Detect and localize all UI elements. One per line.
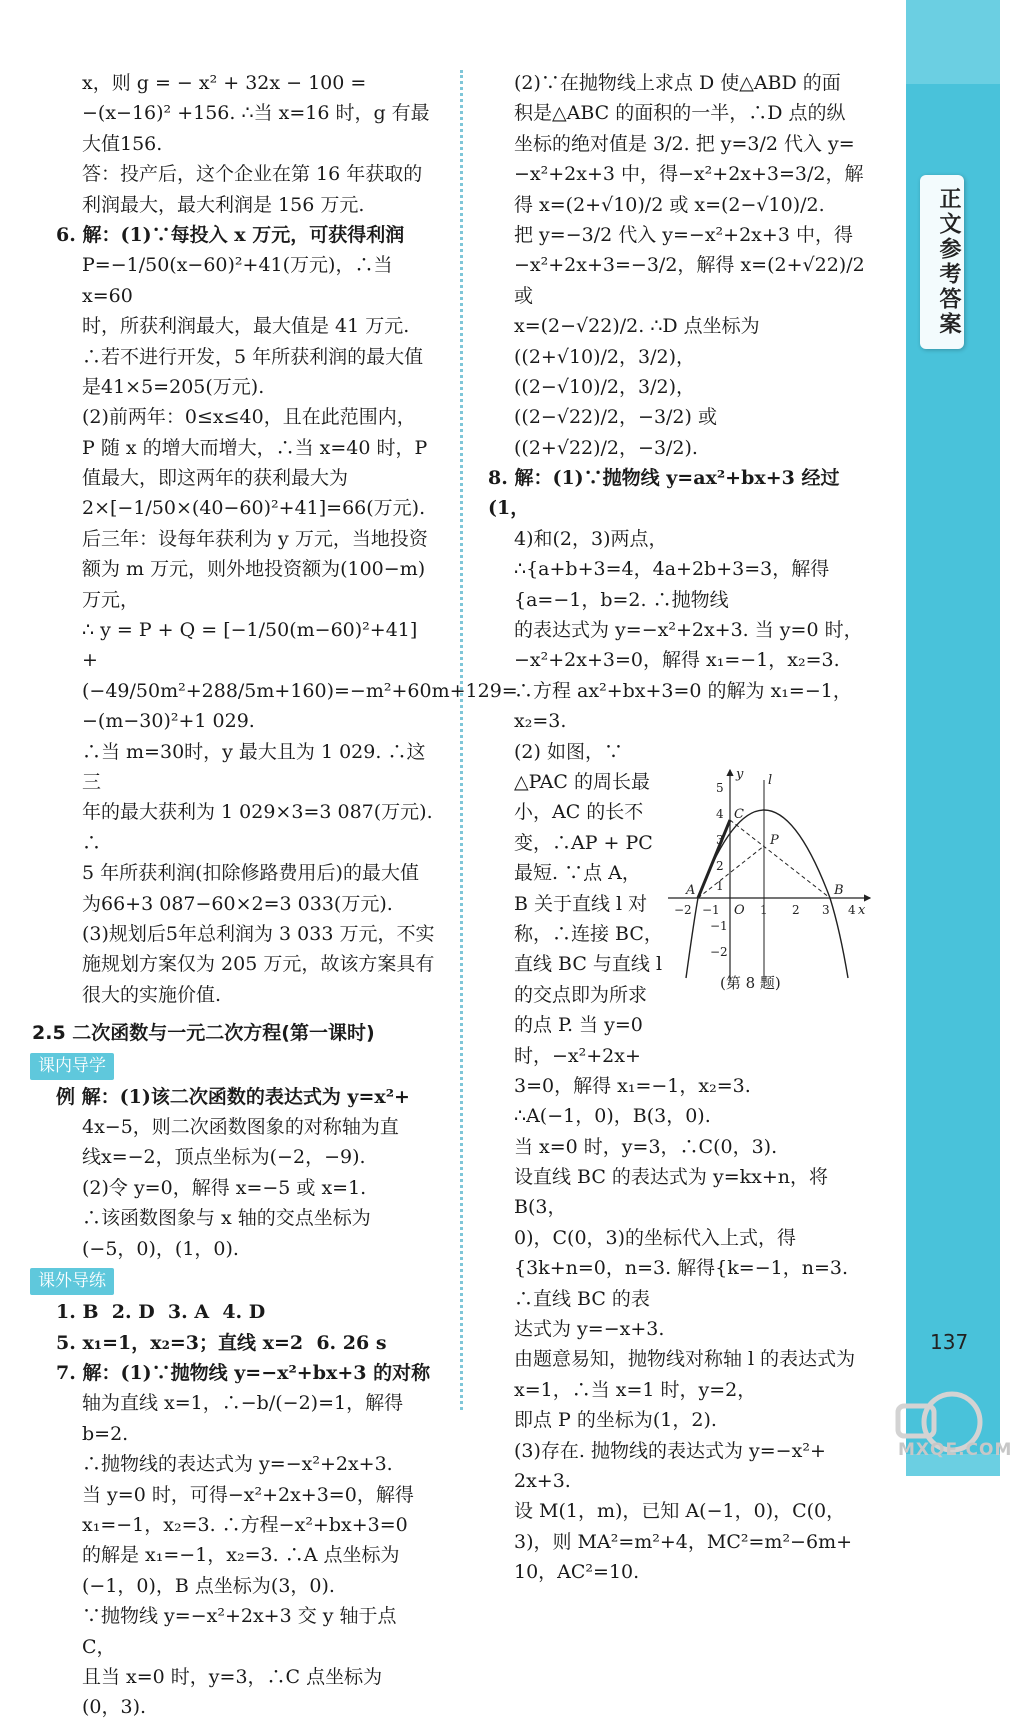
text-line: x₁=−1，x₂=3. ∴方程−x²+bx+3=0 (82, 1513, 408, 1536)
text-line: 为66+3 087−60×2=3 033(万元). (82, 892, 393, 915)
text-line: 设 M(1，m)，已知 A(−1，0)，C(0， (514, 1500, 846, 1523)
text-line: 把 y=−3/2 代入 y=−x²+2x+3 中，得 (514, 223, 853, 246)
x-tick: 2 (792, 903, 800, 917)
text-line: 由题意易知，抛物线对称轴 l 的表达式为 (514, 1348, 856, 1371)
text-line: ∴当 m=30时，y 最大且为 1 029. ∴这三 (82, 740, 426, 793)
text-line: 的点 P. 当 y=0 (514, 1014, 643, 1037)
text-line: 大值156. (82, 132, 163, 155)
text-line: 变，∴AP + PC (514, 831, 653, 854)
text-line: (2)前两年：0≤x≤40，且在此范围内， (82, 406, 416, 429)
text-line: 很大的实施价值. (82, 983, 222, 1006)
text-line (38, 1264, 436, 1297)
point-p-label: P (770, 833, 779, 848)
text-line: 4)和(2，3)两点， (514, 527, 668, 550)
text-line: ∵抛物线 y=−x²+2x+3 交 y 轴于点 C， (82, 1605, 403, 1658)
text-line: −(m−30)²+1 029. (82, 710, 255, 733)
text-line: ∴ y = P + Q = [−1/50(m−60)²+41] + (82, 619, 424, 672)
text-line: 的解是 x₁=−1，x₂=3. ∴A 点坐标为 (82, 1544, 400, 1567)
text-line: 是41×5=205(万元). (82, 375, 265, 398)
text-line: −(x−16)² +156. ∴当 x=16 时，g 有最 (82, 102, 430, 125)
text-line: ((2+√22)/2，−3/2). (514, 436, 698, 459)
text-line: 额为 m 万元，则外地投资额为(100−m) (82, 558, 426, 581)
text-line: 的交点即为所求 (514, 983, 648, 1006)
sidebar-label: 正文参考答案 (920, 175, 964, 349)
text-line: 积是△ABC 的面积的一半，∴D 点的纵 (514, 102, 846, 125)
text-line: ∴方程 ax²+bx+3=0 的解为 x₁=−1， (514, 679, 852, 702)
origin-label: O (734, 903, 745, 918)
text-line: {3k+n=0，n=3. 解得{k=−1，n=3. ∴直线 BC 的表 (514, 1257, 855, 1310)
text-line: 4x−5，则二次函数图象的对称轴为直 (82, 1116, 399, 1139)
text-line: 2×[−1/50×(40−60)²+41]=66(万元). (82, 497, 426, 520)
text-line: 8. 解：(1)∵抛物线 y=ax²+bx+3 经过(1， (488, 467, 840, 520)
text-line: 坐标的绝对值是 3/2. 把 y=3/2 代入 y= (514, 132, 855, 155)
text-line: 3)，则 MA²=m²+4，MC²=m²−6m+ (514, 1530, 853, 1553)
text-line: −x²+2x+3=0，解得 x₁=−1，x₂=3. (514, 649, 840, 672)
text-line: 例 解：(1)该二次函数的表达式为 y=x²+ (56, 1085, 410, 1108)
text-line: (−1，0)，B 点坐标为(3，0). (82, 1574, 335, 1597)
text-line: (3)规划后5年总利润为 3 033 万元，不实 (82, 922, 435, 945)
text-line: 最短. ∵点 A， (514, 862, 641, 885)
text-line: (2)∵在抛物线上求点 D 使△ABD 的面 (514, 72, 841, 94)
text-line: 6. 解：(1)∵每投入 x 万元，可获得利润 (56, 223, 405, 246)
text-line: ∴A(−1，0)，B(3，0). (514, 1105, 711, 1128)
x-tick: 3 (822, 903, 830, 917)
text-line: P=−1/50(x−60)²+41(万元)，∴当 x=60 (82, 254, 399, 307)
y-tick: −2 (710, 945, 728, 959)
y-tick: 3 (716, 833, 724, 847)
line-l-label: l (768, 773, 773, 788)
text-line: 的表达式为 y=−x²+2x+3. 当 y=0 时， (514, 619, 863, 642)
text-line: △PAC 的周长最 (514, 770, 650, 793)
text-line: −x²+2x+3 中，得−x²+2x+3=3/2，解 (514, 163, 864, 186)
x-tick: 1 (760, 903, 768, 917)
text-line: 小，AC 的长不 (514, 801, 644, 824)
text-line: 轴为直线 x=1，∴−b/(−2)=1，解得 b=2. (82, 1392, 410, 1445)
text-line: ∴{a+b+3=4，4a+2b+3=3，解得{a=−1，b=2. ∴抛物线 (514, 558, 830, 611)
y-tick: 2 (716, 859, 724, 873)
x-tick: −1 (702, 903, 720, 917)
text-line (38, 1049, 436, 1082)
text-line: 施规划方案仅为 205 万元，故该方案具有 (82, 953, 435, 976)
page-number: 137 (930, 1330, 969, 1354)
text-line: 称，∴连接 BC， (514, 922, 663, 945)
text-line: 5 年所获利润(扣除修路费用后)的最大值 (82, 862, 419, 885)
text-line: x，则 g = − x² + 32x − 100 = (82, 72, 367, 94)
text-line: 后三年：设每年获利为 y 万元，当地投资 (82, 527, 428, 550)
text-line: P 随 x 的增大而增大，∴当 x=40 时，P (82, 436, 428, 459)
watermark-logo (880, 1386, 1000, 1476)
section-tag: 课外导练 (30, 1268, 114, 1295)
figure-caption: (第 8 题) (720, 974, 781, 992)
text-line: 达式为 y=−x+3. (514, 1318, 665, 1341)
x-tick: −2 (674, 903, 692, 917)
y-axis-label: y (736, 767, 744, 782)
text-line: 1. B 2. D 3. A 4. D (56, 1301, 266, 1324)
text-line: 10，AC²=10. (514, 1561, 640, 1584)
text-line: (2) 如图，∵ (514, 740, 623, 763)
y-tick: 5 (716, 781, 724, 795)
section-tag: 课内导学 (30, 1053, 114, 1080)
left-column (32, 68, 518, 1723)
text-line: 且当 x=0 时，y=3，∴C 点坐标为 (82, 1665, 383, 1688)
watermark-text: MXQE.COM (898, 1440, 1012, 1460)
text-line: 当 x=0 时，y=3，∴C(0，3). (514, 1135, 778, 1158)
text-line: (0，3). (82, 1696, 147, 1719)
x-tick: 4 (848, 903, 856, 917)
text-line: ∴该函数图象与 x 轴的交点坐标为 (82, 1207, 371, 1230)
point-a-label: A (686, 883, 696, 898)
text-line: 得 x=(2+√10)/2 或 x=(2−√10)/2. (514, 193, 825, 216)
text-line: 当 y=0 时，可得−x²+2x+3=0，解得 (82, 1483, 414, 1506)
text-line: 答：投产后，这个企业在第 16 年获取的 (82, 163, 423, 186)
text-line: x=1，∴当 x=1 时，y=2， (514, 1378, 757, 1401)
text-line: 5. x₁=1，x₂=3；直线 x=2 6. 26 s (56, 1331, 387, 1354)
y-tick: 4 (716, 807, 724, 821)
text-line: x=(2−√22)/2. ∴D 点坐标为((2+√10)/2，3/2)， (514, 315, 760, 368)
text-line: ∴抛物线的表达式为 y=−x²+2x+3. (82, 1453, 393, 1476)
text-line: 7. 解：(1)∵抛物线 y=−x²+bx+3 的对称 (56, 1362, 431, 1384)
text-line: 3=0，解得 x₁=−1，x₂=3. (514, 1074, 751, 1097)
text-line: (−5，0)，(1，0). (82, 1237, 239, 1260)
text-line: B 关于直线 l 对 (514, 892, 648, 915)
text-line: −x²+2x+3=−3/2，解得 x=(2+√22)/2 或 (514, 254, 871, 307)
text-line: (3)存在. 抛物线的表达式为 y=−x²+ (514, 1439, 826, 1462)
text-line: 利润最大，最大利润是 156 万元. (82, 193, 365, 216)
text-line: 0)，C(0，3)的坐标代入上式，得 (514, 1226, 797, 1249)
point-b-label: B (834, 883, 844, 898)
text-line: ((2−√10)/2，3/2)，((2−√22)/2，−3/2) 或 (514, 375, 717, 429)
y-tick: 1 (716, 879, 724, 893)
text-line: 线x=−2，顶点坐标为(−2，−9). (82, 1146, 366, 1169)
text-line: ∴若不进行开发，5 年所获利润的最大值 (82, 345, 424, 368)
text-line: (2)令 y=0，解得 x=−5 或 x=1. (82, 1176, 367, 1199)
text-line: 时，所获利润最大，最大值是 41 万元. (82, 315, 410, 338)
text-line: 即点 P 的坐标为(1，2). (514, 1409, 717, 1432)
text-line: 2x+3. (514, 1469, 571, 1492)
text-line: 直线 BC 与直线 l (514, 953, 663, 976)
text-line: (−49/50m²+288/5m+160)=−m²+60m+129= (82, 679, 518, 702)
text-line: 值最大，即这两年的获利最大为 (82, 467, 349, 490)
text-line: 年的最大获利为 1 029×3=3 087(万元). ∴ (82, 801, 439, 854)
text-line: x₂=3. (514, 710, 567, 733)
text-line: 万元， (82, 588, 140, 611)
parabola-figure (662, 760, 880, 990)
x-axis-label: x (858, 903, 866, 918)
point-c-label: C (734, 807, 744, 822)
text-line: 时，−x²+2x+ (514, 1044, 641, 1067)
text-line: 2.5 二次函数与一元二次方程(第一课时) (32, 1022, 375, 1045)
column-divider (460, 70, 463, 1410)
text-line: 设直线 BC 的表达式为 y=kx+n，将 B(3， (514, 1166, 835, 1219)
y-tick: −1 (710, 919, 728, 933)
